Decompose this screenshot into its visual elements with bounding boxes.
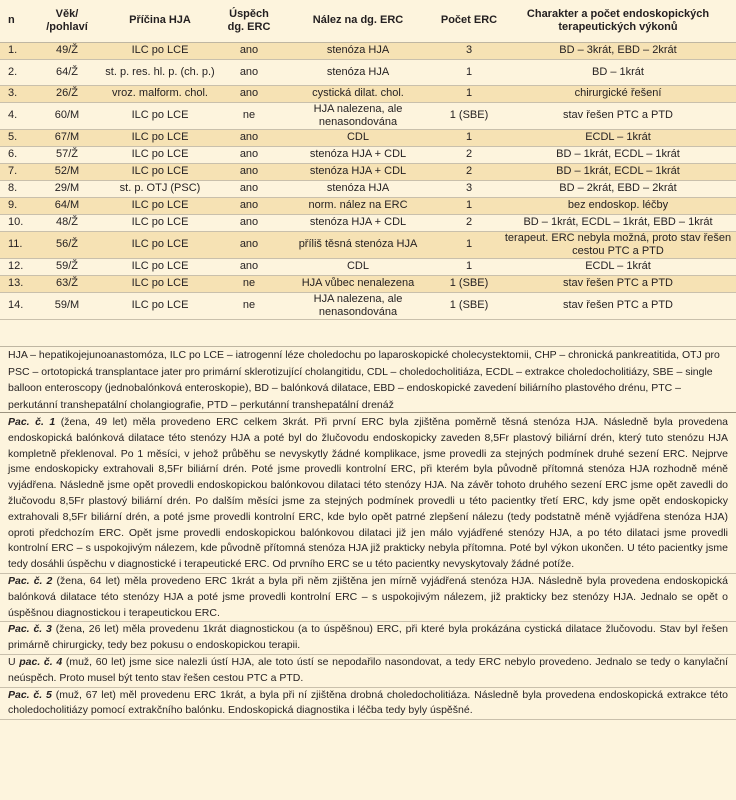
cell-n: 3. xyxy=(0,85,34,102)
case-prefix: U xyxy=(8,655,20,668)
header-finding: Nález na dg. ERC xyxy=(278,0,438,42)
case-text: (žena, 64 let) měla provedeno ERC 1krát a byla při něm zjištěna jen mírně vyjádřená stenóza HJA. Následně byla provedena endoskopická balónková dilatace této stenózy HJA a poté jsme provedli kontrolní ERC – s uspokojivým nálezem, již prakticky bez stenózy HJA. Jednalo se opět o úspěšnou diagnostickou i terapeutickou ERC. xyxy=(8,574,728,619)
cell-cause: ILC po LCE xyxy=(100,258,220,275)
cell-cause: st. p. res. hl. p. (ch. p.) xyxy=(100,59,220,85)
cell-n: 2. xyxy=(0,59,34,85)
section-divider xyxy=(0,412,736,413)
cell-age: 59/M xyxy=(34,292,100,319)
case-paragraph xyxy=(0,688,736,721)
cell-count: 1 xyxy=(438,231,500,258)
cell-success: ano xyxy=(220,129,278,146)
cell-success: ano xyxy=(220,258,278,275)
case-label: Pac. č. 1 xyxy=(8,416,56,428)
case-label: Pac. č. 3 xyxy=(8,623,52,636)
cell-procedures: BD – 1krát xyxy=(500,59,736,85)
case-text: (muž, 67 let) měl provedenu ERC 1krát, a byla při ní zjištěna drobná choledocholitiáza. Následně byla provedena endoskopická extrakce této choledocholitiázy pomocí extrakčního balónku. Endoskopická diagnostika i léčba tedy byly úspěšné. xyxy=(8,688,728,717)
table-row xyxy=(0,275,736,292)
cell-count: 1 (SBE) xyxy=(438,102,500,129)
cell-count: 3 xyxy=(438,180,500,197)
header-procedures: Charakter a počet endoskopických terapeutických výkonů xyxy=(500,0,736,42)
cell-age: 59/Ž xyxy=(34,258,100,275)
cell-finding: stenóza HJA xyxy=(278,59,438,85)
cell-n: 14. xyxy=(0,292,34,319)
cell-procedures: BD – 1krát, ECDL – 1krát xyxy=(500,163,736,180)
cell-finding: příliš těsná stenóza HJA xyxy=(278,231,438,258)
cell-n: 10. xyxy=(0,214,34,231)
cell-age: 67/M xyxy=(34,129,100,146)
abbreviation-legend: HJA – hepatikojejunoanastomóza, ILC po LCE – iatrogenní léze choledochu po laparoskopické cholecystektomii, CHP – chronická pankreatitida, OTJ pro PSC – ortotopická transplantace jater pro primární sklerotizující cholangitidu, CDL – choledocholitiáza, ECDL – extrakce choledocholitiázy, SBE – single balloon enteroscopy (jednobalónková enteroskopie), BD – balónková dilatace, EBD – endoskopické zavedení biliárního plastového drénu, PTC – perkutánní transhepatální cholangiografie, PTD – perkutánní transhepatální drenáž xyxy=(0,346,736,413)
cell-age: 57/Ž xyxy=(34,146,100,163)
cell-age: 49/Ž xyxy=(34,42,100,59)
cell-success: ano xyxy=(220,59,278,85)
cell-count: 1 xyxy=(438,197,500,214)
case-label: Pac. č. 2 xyxy=(8,574,53,587)
case-descriptions xyxy=(0,415,736,720)
table-row xyxy=(0,197,736,214)
cell-finding: CDL xyxy=(278,258,438,275)
cell-n: 7. xyxy=(0,163,34,180)
cell-age: 48/Ž xyxy=(34,214,100,231)
cell-cause: ILC po LCE xyxy=(100,102,220,129)
cell-success: ano xyxy=(220,163,278,180)
case-paragraph xyxy=(0,655,736,688)
cell-count: 2 xyxy=(438,214,500,231)
table-row xyxy=(0,146,736,163)
cell-age: 26/Ž xyxy=(34,85,100,102)
cell-finding: norm. nález na ERC xyxy=(278,197,438,214)
cell-procedures: BD – 3krát, EBD – 2krát xyxy=(500,42,736,59)
cell-procedures: BD – 1krát, ECDL – 1krát, EBD – 1krát xyxy=(500,214,736,231)
cell-cause: vroz. malform. chol. xyxy=(100,85,220,102)
cell-n: 13. xyxy=(0,275,34,292)
cell-count: 2 xyxy=(438,146,500,163)
table-row xyxy=(0,231,736,258)
cell-success: ano xyxy=(220,146,278,163)
cell-n: 9. xyxy=(0,197,34,214)
header-success: Úspěch dg. ERC xyxy=(220,0,278,42)
cell-count: 1 xyxy=(438,59,500,85)
cell-success: ano xyxy=(220,197,278,214)
table-header-row xyxy=(0,0,736,42)
cell-n: 5. xyxy=(0,129,34,146)
cell-success: ano xyxy=(220,180,278,197)
cell-procedures: stav řešen PTC a PTD xyxy=(500,275,736,292)
cell-cause: ILC po LCE xyxy=(100,231,220,258)
case-paragraph xyxy=(0,415,736,574)
cell-age: 29/M xyxy=(34,180,100,197)
cell-n: 11. xyxy=(0,231,34,258)
cell-finding: stenóza HJA xyxy=(278,42,438,59)
cell-n: 6. xyxy=(0,146,34,163)
cell-success: ne xyxy=(220,102,278,129)
cell-procedures: BD – 1krát, ECDL – 1krát xyxy=(500,146,736,163)
header-age-sex: Věk/ /pohlaví xyxy=(34,0,100,42)
cell-count: 1 xyxy=(438,85,500,102)
cell-finding: stenóza HJA xyxy=(278,180,438,197)
cell-procedures: BD – 2krát, EBD – 2krát xyxy=(500,180,736,197)
cell-procedures: ECDL – 1krát xyxy=(500,129,736,146)
cell-n: 4. xyxy=(0,102,34,129)
cell-cause: ILC po LCE xyxy=(100,275,220,292)
cell-n: 12. xyxy=(0,258,34,275)
cell-age: 63/Ž xyxy=(34,275,100,292)
cell-finding: stenóza HJA + CDL xyxy=(278,214,438,231)
case-text: (žena, 49 let) měla provedeno ERC celkem 3krát. Při první ERC byla zjištěna poměrně těsná stenóza HJA. Následně byla provedena endoskopická balónková dilatace této stenózy HJA a poté byl do žlučovodu endoskopicky zaveden 8,5Fr plastový biliární drén, který tuto stenózu HJA kompletně překlenoval. Po 1 měsíci, v jehož průběhu se nevyskytly žádné komplikace, jsme provedli za stejných podmínek druhé sezení ERC. Nejprve jsme endoskopicky extrahovali 8,5Fr biliární drén. Poté jsme provedli kontrolní ERC, při kterém byla původně přítomná stenóza HJA rozhodně méně vyjádřena. Následně jsme opět provedli endoskopickou balónkovou dilataci této stenózy HJA. Na závěr tohoto druhého sezení ERC jsme opět zavedli do žlučovodu 8,5Fr plastový biliární drén. Po dalším měsíci jsme za stejných podmínek provedli u této pacientky třetí ERC, kdy jsme opět endoskopicky extrahovali 8,5Fr biliární drén, a poté jsme provedli kontrolní ERC, kde bylo opět patrné zlepšení nálezu (tedy podstatně méně vyjádřena stenóza HJA) oproti předchozím ERC. Opět jsme provedli endoskopickou balónkovou dilataci již jen málo vyjádřené stenózy HJA, a po této dilataci jsme provedli kontrolní ERC – s uspokojivým nálezem, kde původně přítomná stenóza HJA již prakticky nebyla přítomna. Poté byl výkon ukončen. U této pacientky jsme tedy dosáhli úspěchu v diagnostické i terapeutické ERC. Od prvního ERC se u této pacientky nevyskytovaly žádné potíže. xyxy=(8,416,728,571)
cell-n: 1. xyxy=(0,42,34,59)
cell-finding: CDL xyxy=(278,129,438,146)
table-row xyxy=(0,214,736,231)
cell-cause: ILC po LCE xyxy=(100,292,220,319)
cell-cause: st. p. OTJ (PSC) xyxy=(100,180,220,197)
table-row xyxy=(0,85,736,102)
cell-age: 64/M xyxy=(34,197,100,214)
cell-success: ne xyxy=(220,275,278,292)
cell-n: 8. xyxy=(0,180,34,197)
cell-finding: stenóza HJA + CDL xyxy=(278,146,438,163)
case-paragraph xyxy=(0,574,736,622)
cell-cause: ILC po LCE xyxy=(100,42,220,59)
cell-finding: HJA nalezena, ale nenasondována xyxy=(278,102,438,129)
case-label: Pac. č. 5 xyxy=(8,688,52,701)
case-text: (žena, 26 let) měla provedenu 1krát diagnostickou (a to úspěšnou) ERC, při které byla prokázána cystická dilatace žlučovodu. Stav byl řešen primárně chirurgicky, tedy bez pokusu o endoskopickou terapii. xyxy=(8,623,729,652)
cell-age: 56/Ž xyxy=(34,231,100,258)
cell-success: ano xyxy=(220,214,278,231)
cell-age: 64/Ž xyxy=(34,59,100,85)
header-n: n xyxy=(0,0,34,42)
table-body xyxy=(0,42,736,319)
case-text: (muž, 60 let) jsme sice nalezli ústí HJA, ale toto ústí se nepodařilo nasondovat, a tedy ERC nebylo provedeno. Jednalo se tedy o kanylační neúspěch. Proto musel být tento stav řešen cestou PTC a PTD. xyxy=(8,655,728,684)
table-row xyxy=(0,59,736,85)
table-row xyxy=(0,42,736,59)
cell-procedures: bez endoskop. léčby xyxy=(500,197,736,214)
cell-procedures: chirurgické řešení xyxy=(500,85,736,102)
case-paragraph xyxy=(0,622,736,655)
cell-success: ano xyxy=(220,42,278,59)
cell-count: 1 (SBE) xyxy=(438,292,500,319)
cell-finding: HJA vůbec nenalezena xyxy=(278,275,438,292)
cell-count: 2 xyxy=(438,163,500,180)
cell-procedures: stav řešen PTC a PTD xyxy=(500,102,736,129)
cell-cause: ILC po LCE xyxy=(100,163,220,180)
case-label: pac. č. 4 xyxy=(19,655,63,668)
table-row xyxy=(0,292,736,319)
cell-success: ano xyxy=(220,231,278,258)
table-row xyxy=(0,163,736,180)
header-count: Počet ERC xyxy=(438,0,500,42)
cell-age: 60/M xyxy=(34,102,100,129)
cell-success: ano xyxy=(220,85,278,102)
cell-procedures: terapeut. ERC nebyla možná, proto stav řešen cestou PTC a PTD xyxy=(500,231,736,258)
cell-cause: ILC po LCE xyxy=(100,197,220,214)
cell-count: 1 (SBE) xyxy=(438,275,500,292)
cell-cause: ILC po LCE xyxy=(100,129,220,146)
cell-count: 1 xyxy=(438,129,500,146)
cell-cause: ILC po LCE xyxy=(100,146,220,163)
cell-count: 1 xyxy=(438,258,500,275)
cell-cause: ILC po LCE xyxy=(100,214,220,231)
results-table xyxy=(0,0,736,320)
cell-finding: stenóza HJA + CDL xyxy=(278,163,438,180)
table-row xyxy=(0,180,736,197)
cell-success: ne xyxy=(220,292,278,319)
cell-count: 3 xyxy=(438,42,500,59)
table-row xyxy=(0,258,736,275)
table-row xyxy=(0,102,736,129)
cell-procedures: ECDL – 1krát xyxy=(500,258,736,275)
table-row xyxy=(0,129,736,146)
cell-age: 52/M xyxy=(34,163,100,180)
header-cause: Příčina HJA xyxy=(100,0,220,42)
cell-procedures: stav řešen PTC a PTD xyxy=(500,292,736,319)
cell-finding: HJA nalezena, ale nenasondována xyxy=(278,292,438,319)
cell-finding: cystická dilat. chol. xyxy=(278,85,438,102)
